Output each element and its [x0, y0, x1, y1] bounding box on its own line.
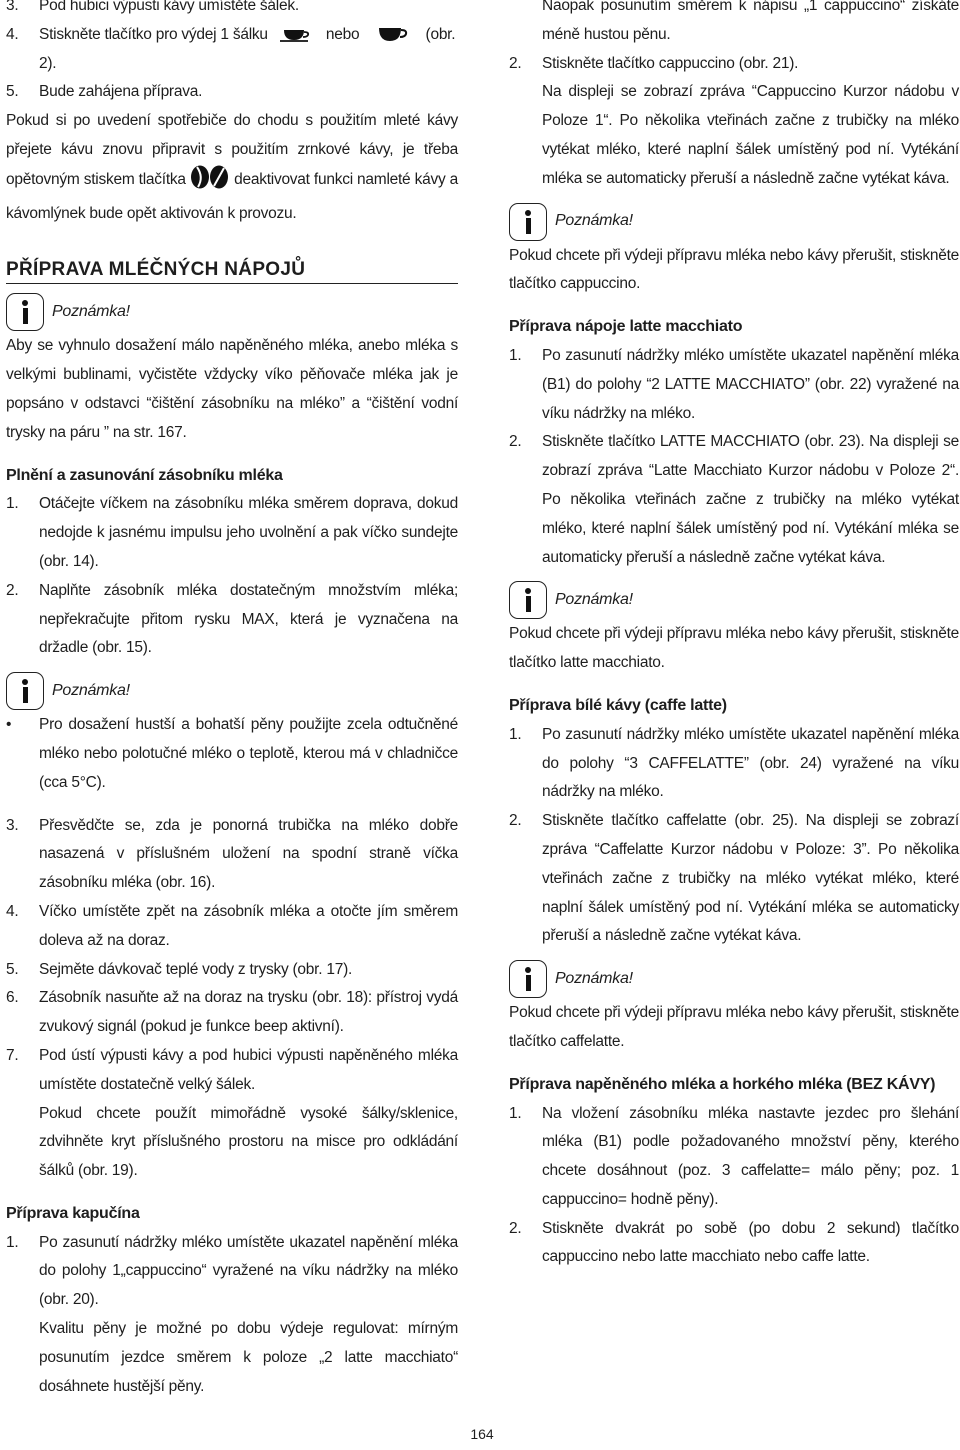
- list-text: Po zasunutí nádržky mléko umístěte ukazatel napěnění mléka (B1) do polohy “2 LATTE MACCHIATO” (obr. 22) vyražené na víku nádržky na mléko.: [542, 346, 959, 422]
- list-number: 4.: [6, 902, 19, 920]
- list-text: Přesvědčte se, zda je ponorná trubička na mléko dobře nasazená v příslušném uložení na spodní straně víčka zásobníku mléka (obr. 16).: [39, 816, 458, 892]
- subsection-title: Příprava napěněného mléka a horkého mléka (BEZ KÁVY): [509, 1075, 936, 1093]
- list-number: 2.: [509, 433, 522, 451]
- note-header: [509, 580, 959, 620]
- list-item: [509, 50, 959, 79]
- right-column: [509, 0, 959, 1272]
- note-header: [6, 671, 458, 711]
- info-icon: [6, 293, 44, 331]
- list-item: [6, 1042, 458, 1100]
- list-text: Pod hubici výpusti kávy umístěte šálek.: [39, 0, 299, 14]
- note-bullet-item: [6, 711, 458, 797]
- section-title: PŘÍPRAVA MLÉČNÝCH NÁPOJŮ: [6, 253, 458, 284]
- bullet: •: [6, 716, 12, 734]
- text-d: 2).: [39, 54, 57, 72]
- list-text: Na vložení zásobníku mléka nastavte jezdec pro šlehání mléka (B1) podle požadovaného množství pěny, kterého chcete dosáhnout (poz. 3 caffelatte= málo pěny; poz. 1 cappuccino= hodně pěny).: [542, 1104, 959, 1208]
- list-item: [509, 721, 959, 807]
- list-item: [509, 1100, 959, 1215]
- subsection-title: Příprava nápoje latte macchiato: [509, 318, 743, 336]
- list-continuation: Pokud chcete použít mimořádně vysoké šálky/sklenice, zdvihněte kryt příslušného prostoru na misce pro odkládání šálků (obr. 19).: [39, 1104, 458, 1180]
- list-continuation: Kvalitu pěny je možné po dobu výdeje regulovat: mírným posunutím jezdce směrem k poloze „2 latte macchiato“ dosáhnete hustější pěny.: [39, 1320, 458, 1395]
- info-icon: [6, 672, 44, 710]
- note-text: Pokud chcete při výdeji přípravu mléka nebo kávy přerušit, stiskněte tlačítko latte macchiato.: [509, 625, 959, 672]
- list-number: 1.: [509, 346, 522, 364]
- list-number: 6.: [6, 989, 19, 1007]
- list-item: [6, 1229, 458, 1315]
- list-item: [6, 812, 458, 898]
- list-item: [6, 984, 458, 1042]
- subsection-title: Plnění a zasunování zásobníku mléka: [6, 466, 283, 484]
- list-number: 1.: [6, 495, 19, 513]
- list-text: [39, 21, 458, 79]
- note-text: Pro dosažení hustší a bohatší pěny použijte zcela odtučněné mléko nebo polotučné mléko o teplotě, kterou má v chladničce (cca 5°C).: [39, 716, 458, 791]
- list-text: Zásobník nasuňte až na doraz na trysku (obr. 18): přístroj vydá zvukový signál (pokud je funkce beep aktivní).: [39, 989, 458, 1036]
- list-item: [6, 490, 458, 576]
- list-number: 5.: [6, 83, 19, 101]
- list-number: 2.: [6, 581, 19, 599]
- list-number: 2.: [509, 1219, 522, 1237]
- list-text: Naplňte zásobník mléka dostatečným množstvím mléka; nepřekračujte přitom rysku MAX, která je vyznačena na držadle (obr. 15).: [39, 581, 458, 657]
- intro-paragraph: [6, 107, 458, 228]
- info-icon: [509, 203, 547, 241]
- list-number: 4.: [6, 25, 19, 43]
- list-continuation: Na displeji se zobrazí zpráva “Cappuccino Kurzor nádobu v Poloze 1“. Po několika vteřinách začne z trubičky na mléko vytékat mléko, které naplní šálek umístěný pod ní. Vytékání mléka se automaticky přeruší a následně začne vytékat káva.: [542, 83, 959, 187]
- list-item: [509, 1215, 959, 1273]
- intro-text-a: Pokud si po uvedení spotřebiče do chodu s použitím mleté kávy přejete kávu znovu připravit s použitím zrnkové kávy, je třeba opětovným stiskem tlačítka: [6, 112, 458, 188]
- list-text: Stiskněte tlačítko caffelatte (obr. 25). Na displeji se zobrazí zpráva “Caffelatte Kurzor nádobu v Poloze: 3”. Po několika vteřinách začne z trubičky na mléko vytékat mléko, které naplní šálek umístěný pod ní. Vytékání mléka se automaticky přeruší a následně začne vytékat káva.: [542, 812, 959, 945]
- list-text: Otáčejte víčkem na zásobníku mléka směrem doprava, dokud nedojde k jasnému impulsu jeho uvolnění a pak víčko sundejte (obr. 14).: [39, 495, 458, 570]
- intro-text-b: deaktivovat funkci namleté kávy a kávomlýnek bude opět aktivován k provozu.: [6, 170, 458, 222]
- note-text: Aby se vyhnulo dosažení málo napěněného mléka, anebo mléka s velkými bublinami, vyčistěte vždycky víko pěňovače mléka jak je popsáno v odstavci “čištění zásobníku na mléko” a “čištění vodní trysky na páru ” na str. 167.: [6, 337, 458, 441]
- list-text: Pod ústí výpusti kávy a pod hubici výpusti napěněného mléka umístěte dostatečně velký šálek.: [39, 1046, 458, 1093]
- list-item: [509, 807, 959, 951]
- list-item: [6, 956, 458, 985]
- list-text: Víčko umístěte zpět na zásobník mléka a otočte jím směrem doleva až na doraz.: [39, 902, 458, 949]
- subsection-title: Příprava kapučína: [6, 1204, 140, 1222]
- list-item: [6, 577, 458, 663]
- page-number: 164: [470, 1426, 494, 1442]
- list-number: 7.: [6, 1046, 19, 1064]
- list-item: [6, 21, 458, 79]
- list-number: 3.: [6, 0, 19, 14]
- list-number: 1.: [6, 1233, 19, 1251]
- note-header: [509, 959, 959, 999]
- list-item: [509, 428, 959, 572]
- note-label: Poznámka!: [555, 212, 633, 230]
- list-number: 5.: [6, 960, 19, 978]
- info-icon: [509, 960, 547, 998]
- list-number: 1.: [509, 1104, 522, 1122]
- note-text: Pokud chcete při výdeji přípravu mléka nebo kávy přerušit, stiskněte tlačítko cappuccino.: [509, 246, 959, 293]
- text-a: Stiskněte tlačítko pro výdej 1 šálku: [39, 25, 268, 43]
- list-item: [6, 898, 458, 956]
- text-b: nebo: [325, 25, 360, 43]
- info-icon: [509, 581, 547, 619]
- note-label: Poznámka!: [52, 302, 130, 320]
- subsection-title: Příprava bílé kávy (caffe latte): [509, 696, 727, 714]
- note-header: [509, 202, 959, 242]
- text-c: (obr.: [425, 25, 456, 43]
- note-text: Pokud chcete při výdeji přípravu mléka nebo kávy přerušit, stiskněte tlačítko caffelatte.: [509, 1004, 959, 1050]
- list-text: Stiskněte dvakrát po sobě (po dobu 2 sekund) tlačítko cappuccino nebo latte macchiato nebo caffe latte.: [542, 1219, 959, 1266]
- list-number: 2.: [509, 54, 522, 72]
- note-label: Poznámka!: [555, 590, 633, 608]
- list-text: Stiskněte tlačítko LATTE MACCHIATO (obr. 23). Na displeji se zobrazí zpráva “Latte Macchiato Kurzor nádobu v Poloze 2“. Po několika vteřinách začne z trubičky na mléko vytékat mléko, které naplní šálek umístěný pod ní. Vytékání mléka se automaticky přeruší a následně začne vytékat káva.: [542, 433, 959, 566]
- left-column: [6, 0, 458, 1401]
- note-label: Poznámka!: [52, 681, 130, 699]
- list-text: Po zasunutí nádržky mléko umístěte ukazatel napěnění mléka do polohy “3 CAFFELATTE” (obr. 24) vyražené na víku nádržky na mléko.: [542, 725, 959, 801]
- list-continuation: Naopak posunutím směrem k nápisu „1 cappuccino“ získáte méně hustou pěnu.: [542, 0, 959, 43]
- list-text: Po zasunutí nádržky mléko umístěte ukazatel napěnění mléka do polohy 1„cappuccino“ vyražené na víku nádržky na mléko (obr. 20).: [39, 1233, 458, 1309]
- list-number: 2.: [509, 812, 522, 830]
- cup-icon: [375, 25, 409, 45]
- list-number: 1.: [509, 725, 522, 743]
- note-header: [6, 292, 458, 332]
- coffee-bean-icon: [190, 165, 230, 200]
- list-item: [6, 0, 458, 21]
- list-item: [509, 342, 959, 428]
- list-text: Stiskněte tlačítko cappuccino (obr. 21).: [542, 54, 799, 72]
- note-label: Poznámka!: [555, 969, 633, 987]
- list-number: 3.: [6, 816, 19, 834]
- list-item: [6, 78, 458, 107]
- list-text: Sejměte dávkovač teplé vody z trysky (obr. 17).: [39, 960, 353, 978]
- list-text: Bude zahájena příprava.: [39, 83, 203, 101]
- one-cup-icon: [278, 26, 316, 44]
